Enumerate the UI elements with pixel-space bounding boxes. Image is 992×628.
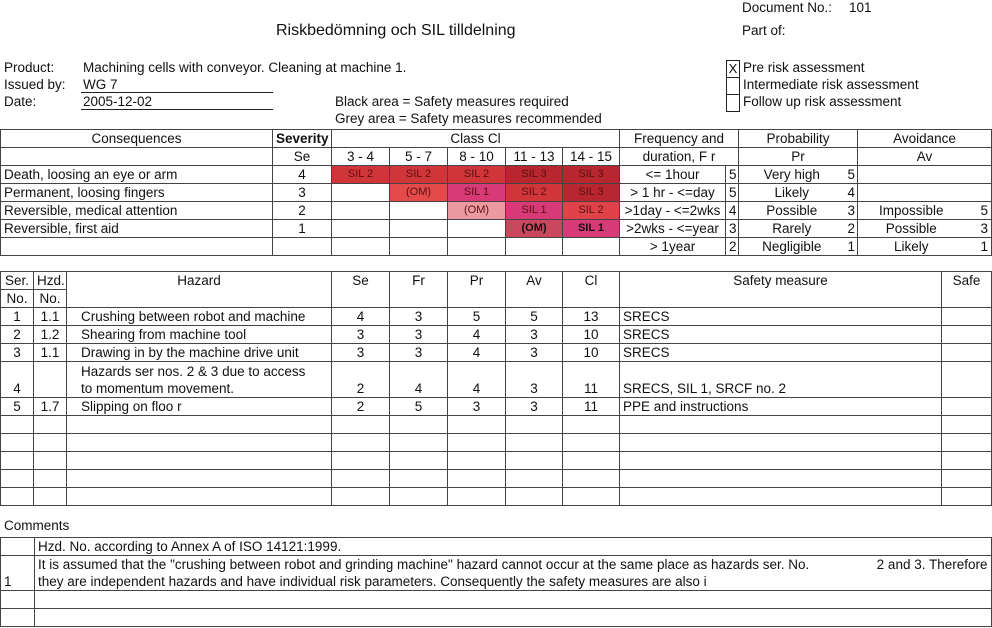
hazard-cell: Shearing from machine tool bbox=[67, 326, 332, 344]
avoidance-value: 1 bbox=[965, 238, 992, 256]
sil-cell bbox=[332, 202, 390, 220]
av-cell: 3 bbox=[506, 398, 563, 416]
hazard-cell: Crushing between robot and machine bbox=[67, 308, 332, 326]
date-label: Date: bbox=[4, 94, 37, 109]
safe-cell bbox=[942, 344, 992, 362]
table-row bbox=[1, 308, 992, 326]
av-cell: 3 bbox=[506, 362, 563, 398]
sil-cell bbox=[332, 238, 390, 256]
page-title: Riskbedömning och SIL tilldelning bbox=[276, 22, 516, 39]
class-range: 5 - 7 bbox=[390, 148, 448, 166]
avoidance-header: Avoidance bbox=[858, 130, 992, 148]
probability-cell: Rarely bbox=[739, 220, 845, 238]
av-cell: 3 bbox=[506, 344, 563, 362]
table-row bbox=[1, 344, 992, 362]
hzd-cell bbox=[34, 362, 67, 398]
comment-num-cell bbox=[1, 538, 35, 556]
document-no-label: Document No.: bbox=[742, 0, 833, 15]
follow-up-risk-label: Follow up risk assessment bbox=[743, 94, 902, 109]
hzd-cell: 1.1 bbox=[34, 344, 67, 362]
ser-cell: 3 bbox=[1, 344, 34, 362]
avoidance-value: 3 bbox=[965, 220, 992, 238]
ser-cell: 5 bbox=[1, 398, 34, 416]
hazard-cell: Slipping on floo r bbox=[67, 398, 332, 416]
date-value: 2005-12-02 bbox=[81, 94, 273, 110]
avoidance-cell bbox=[858, 166, 965, 184]
consequence-cell bbox=[1, 238, 273, 256]
issued-by-label: Issued by: bbox=[4, 77, 66, 92]
severity-cell: 1 bbox=[273, 220, 332, 238]
class-range: 3 - 4 bbox=[332, 148, 390, 166]
pre-risk-checkbox[interactable]: X bbox=[726, 60, 740, 78]
ser-cell: 1 bbox=[1, 308, 34, 326]
frequency-header: Frequency and bbox=[620, 130, 739, 148]
av-col-header: Av bbox=[506, 272, 563, 308]
no-header: No. bbox=[34, 290, 67, 308]
se-col-header: Se bbox=[332, 272, 390, 308]
hzd-cell: 1.2 bbox=[34, 326, 67, 344]
sil-cell: SIL 2 bbox=[390, 166, 448, 184]
probability-value: 1 bbox=[845, 238, 858, 256]
probability-subheader: Pr bbox=[739, 148, 858, 166]
safety-measure-cell: SRECS bbox=[620, 326, 942, 344]
hazard-line: Hazards ser nos. 2 & 3 due to access bbox=[81, 363, 306, 379]
sil-cell: SIL 3 bbox=[563, 166, 620, 184]
class-range: 11 - 13 bbox=[506, 148, 563, 166]
avoidance-cell: Impossible bbox=[858, 202, 965, 220]
comment-line bbox=[35, 556, 992, 574]
consequences-subheader bbox=[1, 148, 273, 166]
pr-cell: 3 bbox=[448, 398, 506, 416]
pr-cell: 4 bbox=[448, 326, 506, 344]
avoidance-value bbox=[965, 166, 992, 184]
sil-cell bbox=[390, 220, 448, 238]
table-row-empty bbox=[1, 434, 992, 452]
avoidance-cell: Likely bbox=[858, 238, 965, 256]
safety-measure-cell: SRECS bbox=[620, 308, 942, 326]
hazard-line: to momentum movement. bbox=[81, 380, 235, 396]
probability-value: 5 bbox=[845, 166, 858, 184]
product-label: Product: bbox=[4, 60, 55, 75]
class-range: 14 - 15 bbox=[563, 148, 620, 166]
pre-risk-label: Pre risk assessment bbox=[743, 60, 865, 75]
frequency-cell: >1day - <=2wks bbox=[620, 202, 726, 220]
issued-by-value: WG 7 bbox=[81, 77, 273, 93]
table-row bbox=[1, 362, 992, 398]
pr-cell: 5 bbox=[448, 308, 506, 326]
frequency-cell: > 1year bbox=[620, 238, 726, 256]
probability-cell: Negligible bbox=[739, 238, 845, 256]
hzd-header: Hzd. bbox=[34, 272, 67, 290]
fr-cell: 5 bbox=[390, 398, 448, 416]
comments-table bbox=[0, 537, 992, 627]
consequence-cell: Reversible, first aid bbox=[1, 220, 273, 238]
sil-cell: SIL 3 bbox=[563, 184, 620, 202]
av-cell: 5 bbox=[506, 308, 563, 326]
severity-cell: 3 bbox=[273, 184, 332, 202]
frequency-value: 2 bbox=[726, 238, 739, 256]
comment-text: 2 and 3. Therefore bbox=[876, 557, 988, 572]
comment-line: Hzd. No. according to Annex A of ISO 14121:1999. bbox=[35, 538, 992, 556]
hazard-header: Hazard bbox=[67, 272, 332, 308]
avoidance-value: 5 bbox=[965, 202, 992, 220]
fr-cell: 4 bbox=[390, 362, 448, 398]
cl-cell: 10 bbox=[563, 326, 620, 344]
se-header: Se bbox=[273, 148, 332, 166]
frequency-cell: > 1 hr - <=day bbox=[620, 184, 726, 202]
probability-value: 2 bbox=[845, 220, 858, 238]
risk-row bbox=[1, 202, 992, 220]
sil-cell: (OM) bbox=[448, 202, 506, 220]
se-cell: 2 bbox=[332, 398, 390, 416]
frequency-cell: <= 1hour bbox=[620, 166, 726, 184]
consequence-cell: Reversible, medical attention bbox=[1, 202, 273, 220]
safe-cell bbox=[942, 398, 992, 416]
sil-cell bbox=[332, 220, 390, 238]
sil-cell: SIL 1 bbox=[448, 184, 506, 202]
severity-cell bbox=[273, 238, 332, 256]
sil-cell: (OM) bbox=[390, 184, 448, 202]
severity-header: Severity bbox=[273, 130, 332, 148]
table-row-empty bbox=[1, 470, 992, 488]
safety-measure-cell: SRECS, SIL 1, SRCF no. 2 bbox=[620, 362, 942, 398]
severity-cell: 4 bbox=[273, 166, 332, 184]
safe-cell bbox=[942, 362, 992, 398]
probability-cell: Very high bbox=[739, 166, 845, 184]
sil-cell bbox=[390, 238, 448, 256]
table-row-empty bbox=[1, 452, 992, 470]
comment-line: they are independent hazards and have individual risk parameters. Consequently the safety measures are also i bbox=[35, 573, 992, 591]
sil-cell: SIL 2 bbox=[506, 184, 563, 202]
se-cell: 3 bbox=[332, 344, 390, 362]
probability-value: 4 bbox=[845, 184, 858, 202]
frequency-subheader: duration, F r bbox=[620, 148, 739, 166]
consequence-cell: Death, loosing an eye or arm bbox=[1, 166, 273, 184]
fr-cell: 3 bbox=[390, 344, 448, 362]
comment-num-cell bbox=[1, 591, 35, 609]
comment-line bbox=[35, 609, 992, 627]
intermediate-risk-label: Intermediate risk assessment bbox=[743, 77, 919, 92]
table-row bbox=[1, 326, 992, 344]
class-header: Class Cl bbox=[332, 130, 620, 148]
table-row-empty bbox=[1, 416, 992, 434]
frequency-value: 4 bbox=[726, 202, 739, 220]
risk-matrix-table bbox=[0, 129, 992, 256]
table-row bbox=[1, 398, 992, 416]
ser-cell: 2 bbox=[1, 326, 34, 344]
sil-cell: SIL 2 bbox=[563, 202, 620, 220]
sil-cell: SIL 1 bbox=[563, 220, 620, 238]
risk-row bbox=[1, 238, 992, 256]
safety-measure-cell: PPE and instructions bbox=[620, 398, 942, 416]
legend-grey-area: Grey area = Safety measures recommended bbox=[335, 111, 602, 126]
sil-cell: SIL 1 bbox=[506, 202, 563, 220]
hzd-cell: 1.7 bbox=[34, 398, 67, 416]
avoidance-cell bbox=[858, 184, 965, 202]
document-no-value: 101 bbox=[849, 0, 872, 15]
cl-cell: 11 bbox=[563, 398, 620, 416]
hazard-cell bbox=[67, 362, 332, 398]
avoidance-cell: Possible bbox=[858, 220, 965, 238]
ser-header: Ser. bbox=[1, 272, 34, 290]
probability-value: 3 bbox=[845, 202, 858, 220]
sil-cell bbox=[390, 202, 448, 220]
comment-num-cell: 1 bbox=[1, 556, 35, 591]
frequency-value: 5 bbox=[726, 184, 739, 202]
safe-cell bbox=[942, 308, 992, 326]
avoidance-value bbox=[965, 184, 992, 202]
no-header: No. bbox=[1, 290, 34, 308]
se-cell: 4 bbox=[332, 308, 390, 326]
frequency-value: 5 bbox=[726, 166, 739, 184]
comment-num-cell bbox=[1, 609, 35, 627]
safe-cell bbox=[942, 326, 992, 344]
cl-cell: 11 bbox=[563, 362, 620, 398]
legend-black-area: Black area = Safety measures required bbox=[335, 94, 569, 109]
sil-cell bbox=[448, 220, 506, 238]
risk-row bbox=[1, 184, 992, 202]
pr-cell: 4 bbox=[448, 362, 506, 398]
frequency-value: 3 bbox=[726, 220, 739, 238]
se-cell: 3 bbox=[332, 326, 390, 344]
consequence-cell: Permanent, loosing fingers bbox=[1, 184, 273, 202]
risk-row bbox=[1, 166, 992, 184]
safety-measure-header: Safety measure bbox=[620, 272, 942, 308]
intermediate-risk-checkbox[interactable] bbox=[726, 77, 740, 95]
comments-label: Comments bbox=[4, 518, 70, 533]
sil-cell: (OM) bbox=[506, 220, 563, 238]
fr-col-header: Fr bbox=[390, 272, 448, 308]
product-value: Machining cells with conveyor. Cleaning at machine 1. bbox=[83, 60, 407, 75]
sil-cell bbox=[448, 238, 506, 256]
fr-cell: 3 bbox=[390, 308, 448, 326]
probability-cell: Likely bbox=[739, 184, 845, 202]
safe-header: Safe bbox=[942, 272, 992, 308]
hazard-table bbox=[0, 271, 992, 506]
hzd-cell: 1.1 bbox=[34, 308, 67, 326]
cl-cell: 13 bbox=[563, 308, 620, 326]
safety-measure-cell: SRECS bbox=[620, 344, 942, 362]
comment-line bbox=[35, 591, 992, 609]
hazard-cell: Drawing in by the machine drive unit bbox=[67, 344, 332, 362]
pr-cell: 4 bbox=[448, 344, 506, 362]
frequency-cell: >2wks - <=year bbox=[620, 220, 726, 238]
comment-text: It is assumed that the "crushing between robot and grinding machine" hazard cannot occur at the same place as hazards ser. No. bbox=[38, 557, 810, 572]
sil-cell: SIL 2 bbox=[332, 166, 390, 184]
risk-row bbox=[1, 220, 992, 238]
se-cell: 2 bbox=[332, 362, 390, 398]
probability-cell: Possible bbox=[739, 202, 845, 220]
pr-col-header: Pr bbox=[448, 272, 506, 308]
ser-cell: 4 bbox=[1, 362, 34, 398]
consequences-header: Consequences bbox=[1, 130, 273, 148]
class-range: 8 - 10 bbox=[448, 148, 506, 166]
fr-cell: 3 bbox=[390, 326, 448, 344]
avoidance-subheader: Av bbox=[858, 148, 992, 166]
sil-cell bbox=[332, 184, 390, 202]
table-row-empty bbox=[1, 488, 992, 506]
probability-header: Probability bbox=[739, 130, 858, 148]
cl-col-header: Cl bbox=[563, 272, 620, 308]
follow-up-risk-checkbox[interactable] bbox=[726, 94, 740, 112]
part-of-label: Part of: bbox=[742, 23, 786, 38]
severity-cell: 2 bbox=[273, 202, 332, 220]
av-cell: 3 bbox=[506, 326, 563, 344]
sil-cell bbox=[563, 238, 620, 256]
cl-cell: 10 bbox=[563, 344, 620, 362]
sil-cell: SIL 3 bbox=[506, 166, 563, 184]
sil-cell: SIL 2 bbox=[448, 166, 506, 184]
sil-cell bbox=[506, 238, 563, 256]
